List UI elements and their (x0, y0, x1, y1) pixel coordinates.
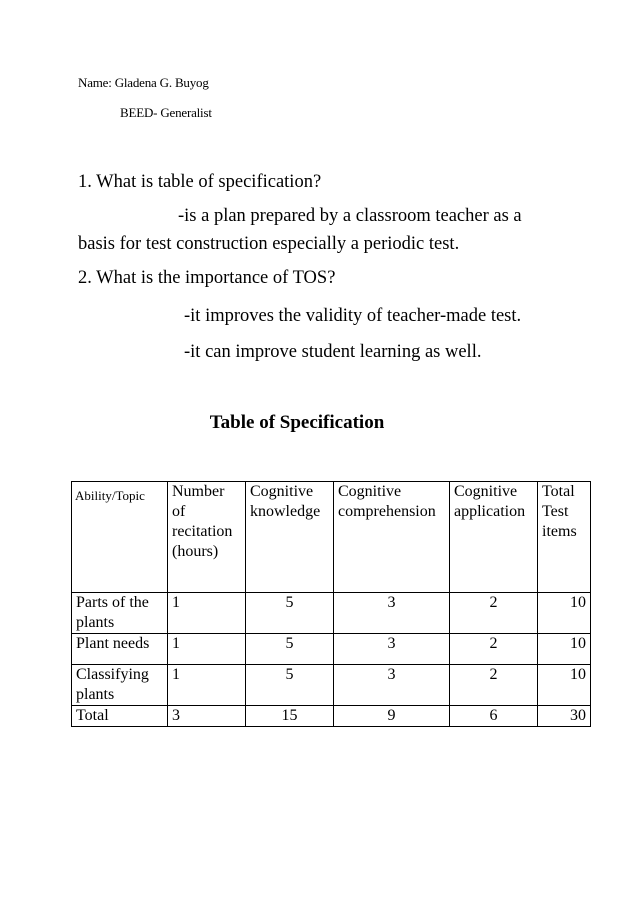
cell-topic: Plant needs (72, 634, 168, 665)
table-title: Table of Specification (209, 412, 385, 433)
cell-application: 2 (450, 634, 538, 665)
header-total-test-items: Total Test items (538, 482, 591, 593)
question-1: 1. What is table of specification? (78, 172, 322, 192)
cell-topic: Parts of the plants (72, 593, 168, 634)
cell-application: 2 (450, 665, 538, 706)
cell-topic: Total (72, 706, 168, 727)
table-row (72, 665, 591, 706)
table-row (72, 634, 591, 665)
header-number-of-recitation: Number of recitation (hours) (168, 482, 246, 593)
cell-recitation: 1 (168, 665, 246, 706)
cell-total: 10 (538, 634, 591, 665)
cell-knowledge: 5 (246, 634, 334, 665)
cell-recitation: 1 (168, 634, 246, 665)
header-cognitive-application: Cognitive application (450, 482, 538, 593)
cell-recitation: 1 (168, 593, 246, 634)
cell-comprehension: 3 (334, 634, 450, 665)
answer-2-line-2: -it can improve student learning as well. (184, 342, 482, 362)
cell-comprehension: 3 (334, 665, 450, 706)
cell-application: 6 (450, 706, 538, 727)
cell-total: 30 (538, 706, 591, 727)
cell-knowledge: 5 (246, 593, 334, 634)
header-ability-topic: Ability/Topic (72, 482, 168, 593)
header-cognitive-knowledge: Cognitive knowledge (246, 482, 334, 593)
table-row (72, 593, 591, 634)
cell-comprehension: 3 (334, 593, 450, 634)
cell-knowledge: 5 (246, 665, 334, 706)
question-2: 2. What is the importance of TOS? (78, 268, 336, 288)
cell-knowledge: 15 (246, 706, 334, 727)
cell-total: 10 (538, 665, 591, 706)
specification-table (71, 481, 591, 727)
header-cognitive-comprehension: Cognitive comprehension (334, 482, 450, 593)
cell-recitation: 3 (168, 706, 246, 727)
table-total-row (72, 706, 591, 727)
answer-2-line-1: -it improves the validity of teacher-made test. (184, 306, 522, 326)
answer-1-line-1: -is a plan prepared by a classroom teacher as a (178, 206, 522, 226)
cell-topic: Classifying plants (72, 665, 168, 706)
student-name: Name: Gladena G. Buyog (78, 75, 209, 90)
cell-comprehension: 9 (334, 706, 450, 727)
student-program: BEED- Generalist (120, 105, 212, 120)
answer-1-line-2: basis for test construction especially a periodic test. (78, 234, 460, 254)
cell-total: 10 (538, 593, 591, 634)
table-header-row (72, 482, 591, 593)
cell-application: 2 (450, 593, 538, 634)
